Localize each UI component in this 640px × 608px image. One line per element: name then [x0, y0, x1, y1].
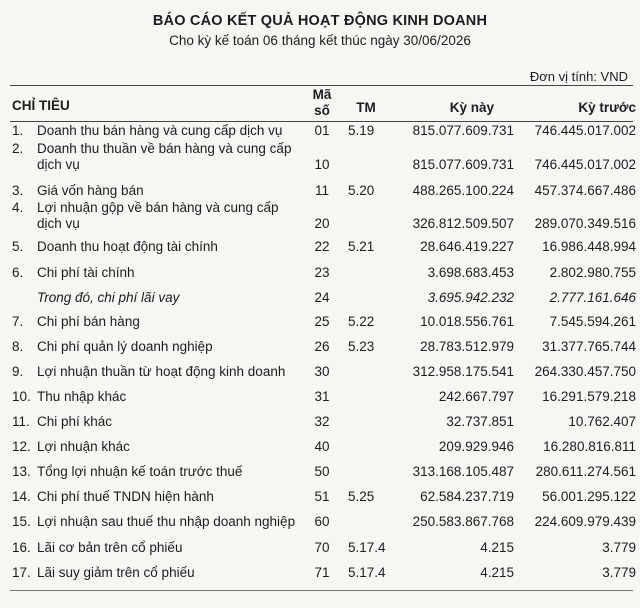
- row-number: 17.: [12, 565, 31, 580]
- header-code-line1: Mã: [312, 87, 332, 102]
- row-current: 62.584.237.719: [420, 489, 514, 504]
- row-label: Doanh thu hoạt động tài chính: [37, 239, 218, 254]
- row-label: Lợi nhuận sau thuế thu nhập doanh nghiệp: [37, 514, 296, 529]
- row-label: Chi phí bán hàng: [37, 314, 140, 329]
- row-note: 5.25: [348, 489, 375, 504]
- row-code: 31: [314, 389, 330, 404]
- row-previous: 56.001.295.122: [542, 489, 636, 504]
- row-code: 50: [314, 464, 330, 479]
- row-previous: 2.802.980.755: [549, 265, 636, 280]
- header-item: CHỈ TIÊU: [12, 98, 70, 113]
- row-code: 11: [314, 183, 329, 198]
- row-number: 6.: [12, 265, 24, 280]
- row-previous: 224.609.979.439: [534, 514, 636, 529]
- row-note: 5.17.4: [348, 540, 386, 555]
- header-current: Kỳ này: [449, 100, 494, 115]
- row-current: 313.168.105.487: [412, 464, 514, 479]
- row-label: Tổng lợi nhuận kế toán trước thuế: [37, 464, 243, 479]
- row-previous: 3.779: [602, 540, 636, 555]
- row-current: 10.018.556.761: [420, 314, 514, 329]
- row-code: 10: [314, 157, 330, 172]
- row-previous: 280.611.274.561: [535, 464, 636, 479]
- row-code: 71: [314, 565, 330, 580]
- row-number: 3.: [12, 183, 24, 198]
- row-code: 20: [314, 216, 330, 231]
- row-label: Trong đó, chi phí lãi vay: [37, 290, 180, 305]
- row-number: 16.: [12, 540, 31, 555]
- row-previous: 16.280.816.811: [543, 439, 636, 454]
- row-number: 12.: [12, 439, 31, 454]
- income-statement-table: [10, 85, 636, 580]
- currency-unit: Đơn vị tính: VND: [529, 69, 628, 84]
- row-previous: 264.330.457.750: [534, 364, 636, 379]
- row-label: Lãi cơ bản trên cổ phiếu: [37, 540, 183, 555]
- header-code: [310, 87, 334, 119]
- row-current: 3.698.683.453: [427, 265, 514, 280]
- row-current: 4.215: [480, 565, 514, 580]
- row-code: 24: [314, 290, 330, 305]
- row-current: 815.077.609.731: [412, 157, 514, 172]
- row-number: 11.: [12, 414, 30, 429]
- row-code: 22: [314, 239, 330, 254]
- row-code: 32: [314, 414, 330, 429]
- row-current: 3.695.942.232: [427, 290, 514, 305]
- row-note: 5.20: [348, 183, 375, 198]
- row-number: 7.: [12, 314, 24, 329]
- row-current: 312.958.175.541: [412, 364, 514, 379]
- row-number: 15.: [12, 514, 31, 529]
- row-current: 326.812.509.507: [412, 216, 514, 231]
- row-label: Lãi suy giảm trên cổ phiếu: [37, 565, 195, 580]
- row-label: Chi phí tài chính: [37, 265, 135, 280]
- row-number: 5.: [12, 239, 24, 254]
- row-previous: 31.377.765.744: [542, 339, 636, 354]
- row-previous: 746.445.017.002: [534, 157, 636, 172]
- row-previous: 289.070.349.516: [534, 216, 636, 231]
- header-note: TM: [356, 100, 376, 115]
- row-label: Lợi nhuận thuần từ hoạt động kinh doanh: [37, 364, 286, 379]
- row-code: 23: [314, 265, 330, 280]
- row-code: 01: [314, 123, 330, 138]
- row-label: Chi phí quản lý doanh nghiệp: [37, 339, 213, 354]
- row-label: Lợi nhuận khác: [37, 439, 130, 454]
- row-code: 40: [314, 439, 330, 454]
- row-previous: 16.291.579.218: [542, 389, 636, 404]
- row-previous: 3.779: [602, 565, 636, 580]
- row-note: 5.21: [348, 239, 375, 254]
- row-current: 4.215: [480, 540, 514, 555]
- row-code: 26: [314, 339, 330, 354]
- row-number: 8.: [12, 339, 24, 354]
- row-note: 5.19: [348, 123, 375, 138]
- row-note: 5.23: [348, 339, 375, 354]
- row-label: Chi phí khác: [37, 414, 113, 429]
- row-code: 25: [314, 314, 330, 329]
- row-label: Giá vốn hàng bán: [37, 183, 144, 198]
- row-number: 14.: [12, 489, 31, 504]
- header-previous: Kỳ trước: [578, 100, 636, 115]
- row-current: 28.783.512.979: [420, 339, 514, 354]
- row-previous: 2.777.161.646: [549, 290, 636, 305]
- row-code: 30: [314, 364, 330, 379]
- row-number: 4.: [12, 200, 24, 215]
- row-note: 5.17.4: [348, 565, 386, 580]
- report-title: BÁO CÁO KẾT QUẢ HOẠT ĐỘNG KINH DOANH: [152, 13, 488, 29]
- row-current: 815.077.609.731: [412, 123, 514, 138]
- row-current: 242.667.797: [438, 389, 514, 404]
- row-number: 2.: [12, 141, 24, 156]
- row-code: 60: [314, 514, 330, 529]
- row-current: 488.265.100.224: [412, 183, 514, 198]
- row-current: 28.646.419.227: [420, 239, 514, 254]
- row-previous: 10.762.407: [568, 414, 636, 429]
- row-label: Thu nhập khác: [37, 389, 127, 404]
- row-code: 70: [314, 540, 330, 555]
- row-current: 32.737.851: [446, 414, 514, 429]
- row-label: Lợi nhuận gộp về bán hàng và cung cấp dịch vụ: [37, 200, 279, 231]
- header-code-line2: số: [314, 103, 330, 118]
- row-label: Doanh thu thuần về bán hàng và cung cấp dịch vụ: [37, 141, 292, 172]
- row-number: 1.: [12, 123, 24, 138]
- row-previous: 16.986.448.994: [542, 239, 636, 254]
- row-number: 9.: [12, 364, 24, 379]
- row-code: 51: [314, 489, 330, 504]
- row-number: 10.: [12, 389, 31, 404]
- row-current: 209.929.946: [438, 439, 514, 454]
- table-header: [10, 85, 636, 122]
- row-label: Chi phí thuế TNDN hiện hành: [37, 489, 214, 504]
- row-previous: 7.545.594.261: [549, 314, 636, 329]
- row-label: Doanh thu bán hàng và cung cấp dịch vụ: [37, 123, 283, 138]
- row-note: 5.22: [348, 314, 375, 329]
- table-bottom-rule: [10, 590, 633, 591]
- report-subtitle: Cho kỳ kế toán 06 tháng kết thúc ngày 30/06/2026: [169, 33, 471, 48]
- row-previous: 457.374.667.486: [534, 183, 636, 198]
- row-previous: 746.445.017.002: [534, 123, 636, 138]
- row-number: 13.: [12, 464, 31, 479]
- row-current: 250.583.867.768: [412, 514, 514, 529]
